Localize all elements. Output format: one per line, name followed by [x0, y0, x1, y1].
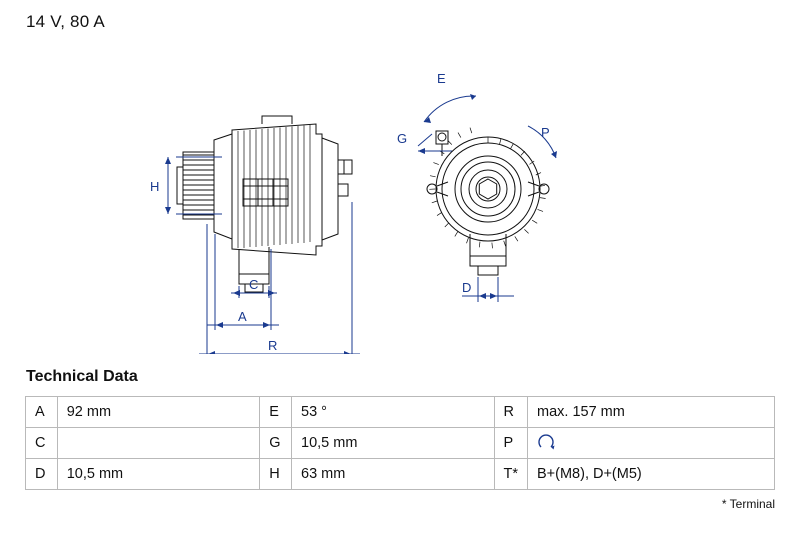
dimension-label-H: H	[150, 179, 160, 194]
technical-data-heading: Technical Data	[26, 368, 138, 385]
row-key-D: D	[26, 459, 58, 490]
rotation-arrow-icon	[537, 434, 765, 452]
dimension-label-C: C	[249, 277, 259, 292]
row-value-A: 92 mm	[57, 397, 259, 428]
row-value-E: 53 °	[292, 397, 494, 428]
row-key-C: C	[26, 428, 58, 459]
alternator-side-view	[177, 116, 352, 292]
row-key-T: T*	[494, 459, 528, 490]
left-view-dimensions	[150, 157, 360, 354]
table-row	[26, 428, 775, 459]
dimension-label-G: G	[397, 131, 408, 146]
right-view-dimensions	[397, 71, 557, 302]
row-key-G: G	[260, 428, 292, 459]
row-key-E: E	[260, 397, 292, 428]
dimension-label-P: P	[541, 125, 550, 140]
dimension-label-R: R	[268, 338, 278, 353]
table-row	[26, 397, 775, 428]
dimension-label-D: D	[462, 280, 472, 295]
row-value-P	[528, 428, 775, 459]
dimension-label-A: A	[238, 309, 247, 324]
row-value-D: 10,5 mm	[57, 459, 259, 490]
terminal-footnote: * Terminal	[721, 497, 775, 511]
alternator-end-view	[427, 128, 549, 275]
row-value-C	[57, 428, 259, 459]
drawing-area	[0, 34, 800, 354]
row-key-R: R	[494, 397, 528, 428]
table-row	[26, 459, 775, 490]
row-value-T: B+(M8), D+(M5)	[528, 459, 775, 490]
row-value-G: 10,5 mm	[292, 428, 494, 459]
row-key-P: P	[494, 428, 528, 459]
alternator-technical-drawing	[0, 34, 800, 354]
row-key-H: H	[260, 459, 292, 490]
row-key-A: A	[26, 397, 58, 428]
row-value-H: 63 mm	[292, 459, 494, 490]
row-value-R: max. 157 mm	[528, 397, 775, 428]
dimension-label-E: E	[437, 71, 446, 86]
technical-data-table	[25, 396, 775, 490]
page-title: 14 V, 80 A	[26, 12, 105, 31]
